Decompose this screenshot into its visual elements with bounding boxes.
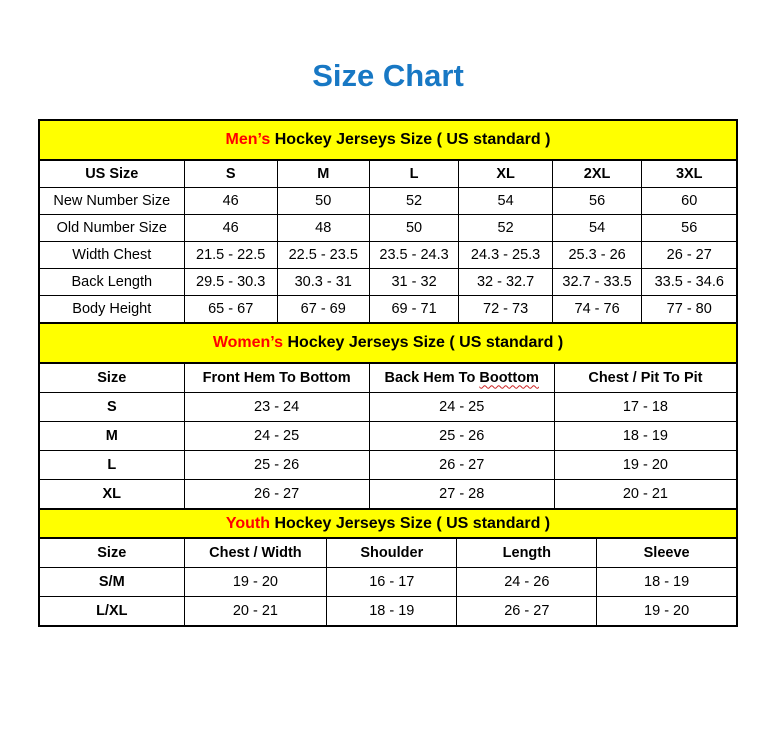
section-heading-text: Hockey Jerseys Size ( US standard ) (270, 131, 551, 148)
size-value: 67 - 69 (277, 296, 369, 323)
table-row (40, 215, 736, 242)
column-header (369, 364, 554, 393)
size-value: 50 (277, 188, 369, 215)
section-heading-accent: Men’s (225, 131, 271, 148)
size-value: 24.3 - 25.3 (459, 242, 552, 269)
size-value: 32.7 - 33.5 (552, 269, 642, 296)
column-header: L (369, 161, 459, 188)
size-value: 18 - 19 (327, 597, 457, 626)
section-women (40, 322, 736, 508)
section-heading-accent: Women’s (212, 334, 284, 351)
row-label: L/XL (40, 597, 184, 626)
size-value: 27 - 28 (369, 480, 554, 509)
size-value: 50 (369, 215, 459, 242)
size-value: 19 - 20 (184, 568, 327, 597)
table-row (40, 422, 736, 451)
size-value: 46 (184, 215, 277, 242)
row-label: M (40, 422, 184, 451)
column-header: Size (40, 364, 184, 393)
size-value: 26 - 27 (369, 451, 554, 480)
table-row (40, 269, 736, 296)
table-row (40, 242, 736, 269)
size-value: 24 - 25 (184, 422, 369, 451)
column-header: 3XL (642, 161, 736, 188)
youth-size-table (40, 539, 736, 625)
size-value: 22.5 - 23.5 (277, 242, 369, 269)
women-size-table (40, 364, 736, 508)
column-header: Length (457, 539, 597, 568)
page-title: Size Chart (312, 58, 464, 93)
column-header: Shoulder (327, 539, 457, 568)
misspelled-word: Boottom (479, 369, 539, 386)
size-value: 25 - 26 (184, 451, 369, 480)
column-header: Chest / Pit To Pit (554, 364, 736, 393)
size-value: 31 - 32 (369, 269, 459, 296)
section-heading-text: Hockey Jerseys Size ( US standard ) (283, 334, 564, 351)
header-row (40, 539, 736, 568)
size-value: 20 - 21 (184, 597, 327, 626)
row-label: Body Height (40, 296, 184, 323)
size-value: 25.3 - 26 (552, 242, 642, 269)
section-heading-accent: Youth (225, 514, 270, 532)
size-value: 23.5 - 24.3 (369, 242, 459, 269)
size-value: 48 (277, 215, 369, 242)
size-value: 29.5 - 30.3 (184, 269, 277, 296)
size-value: 26 - 27 (184, 480, 369, 509)
size-value: 24 - 26 (457, 568, 597, 597)
table-row (40, 597, 736, 626)
size-value: 56 (552, 188, 642, 215)
size-value: 74 - 76 (552, 296, 642, 323)
size-value: 21.5 - 22.5 (184, 242, 277, 269)
row-label: S/M (40, 568, 184, 597)
size-value: 19 - 20 (597, 597, 736, 626)
column-header: US Size (40, 161, 184, 188)
row-label: XL (40, 480, 184, 509)
size-chart (38, 119, 738, 627)
size-value: 25 - 26 (369, 422, 554, 451)
size-value: 17 - 18 (554, 393, 736, 422)
column-header: Chest / Width (184, 539, 327, 568)
size-value: 26 - 27 (457, 597, 597, 626)
column-header: Front Hem To Bottom (184, 364, 369, 393)
table-row (40, 451, 736, 480)
size-value: 33.5 - 34.6 (642, 269, 736, 296)
row-label: Width Chest (40, 242, 184, 269)
size-value: 77 - 80 (642, 296, 736, 323)
size-value: 30.3 - 31 (277, 269, 369, 296)
men-size-table (40, 161, 736, 322)
row-label: Old Number Size (40, 215, 184, 242)
size-value: 24 - 25 (369, 393, 554, 422)
size-value: 72 - 73 (459, 296, 552, 323)
table-row (40, 188, 736, 215)
size-value: 23 - 24 (184, 393, 369, 422)
size-value: 18 - 19 (554, 422, 736, 451)
size-value: 46 (184, 188, 277, 215)
size-value: 32 - 32.7 (459, 269, 552, 296)
table-row (40, 568, 736, 597)
section-men (40, 121, 736, 322)
column-header: M (277, 161, 369, 188)
size-value: 54 (552, 215, 642, 242)
size-value: 54 (459, 188, 552, 215)
column-header: XL (459, 161, 552, 188)
row-label: New Number Size (40, 188, 184, 215)
size-value: 18 - 19 (597, 568, 736, 597)
section-youth (40, 508, 736, 625)
column-header: Size (40, 539, 184, 568)
header-row (40, 364, 736, 393)
row-label: Back Length (40, 269, 184, 296)
column-header: 2XL (552, 161, 642, 188)
section-heading-text: Hockey Jerseys Size ( US standard ) (270, 514, 551, 532)
size-value: 20 - 21 (554, 480, 736, 509)
header-row (40, 161, 736, 188)
column-header-text: Back Hem To (384, 369, 480, 386)
size-value: 52 (369, 188, 459, 215)
column-header: Sleeve (597, 539, 736, 568)
table-row (40, 393, 736, 422)
size-value: 60 (642, 188, 736, 215)
section-heading-youth (40, 508, 736, 539)
column-header: S (184, 161, 277, 188)
section-heading-women (40, 322, 736, 364)
size-chart-page (0, 58, 776, 627)
size-value: 26 - 27 (642, 242, 736, 269)
table-row (40, 296, 736, 323)
section-heading-men (40, 121, 736, 161)
table-row (40, 480, 736, 509)
size-value: 69 - 71 (369, 296, 459, 323)
row-label: S (40, 393, 184, 422)
row-label: L (40, 451, 184, 480)
size-value: 52 (459, 215, 552, 242)
size-value: 16 - 17 (327, 568, 457, 597)
size-value: 65 - 67 (184, 296, 277, 323)
size-value: 56 (642, 215, 736, 242)
size-value: 19 - 20 (554, 451, 736, 480)
